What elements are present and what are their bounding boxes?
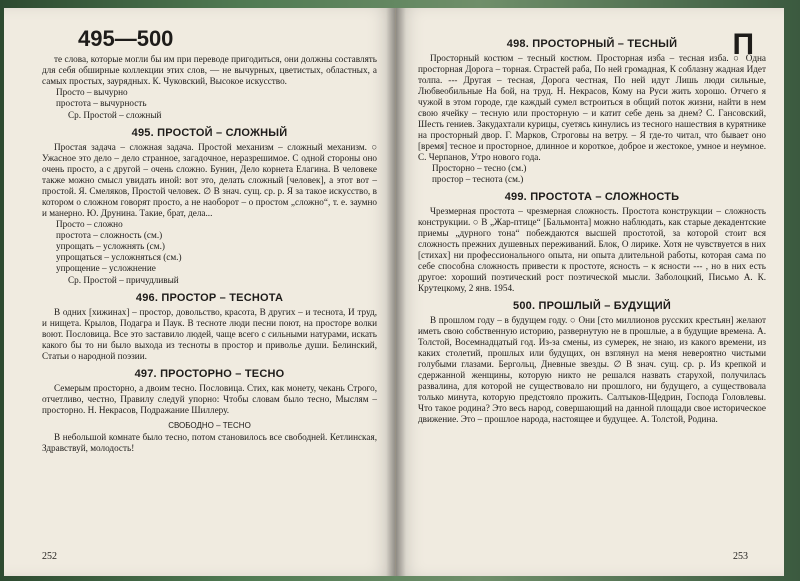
entry-text-498: Просторный костюм – тесный костюм. Просторная изба – тесная изба. ○ Одна просторная Дорога – торная. Страстей раба, По ней громадная, К соблазну жадная Идет толпа. --- Другая – тесная, Дорога честная, По ней идут Лишь люди сильные, Любвеобильные На бой, на труд. Н. Некрасов, Кому на Руси жить хорошо. Отчего я чужой в этом городе, где каждый сумел встроиться в общий поток жизни, найти в нем свою ячейку – тесную или просторную – и катит себе день за днем? С. Гансовский, Шесть гениев. Закудахтали курицы, суетясь кинулись из тесного нашествия в курятнике на просторный двор. Г. Марков, Строговы на ветру. – Я где-то читал, что бывает оно [время] тесное и просторное, длинное и короткое, доброе и жестокое, умное и неумное. С. Черпанов, Утро нового года. [418, 53, 766, 162]
section-letter-header: П [732, 28, 754, 61]
entry-range-header: 495—500 [78, 26, 174, 51]
derivative-line: простор – теснота (см.) [432, 174, 524, 184]
derivative-line: Просторно – тесно (см.) [432, 163, 527, 173]
entry-text-500: В прошлом году – в будущем году. ○ Они [сто миллионов русских крестьян] желают иметь свою собственную историю, развернутую не в прошлые, а в будущие времена. А. Толстой, Восемнадцатый год. Из-за смены, из сумерек, не знаю, из какого времени, из каких столетий, прошлых или будущих, он взглянул на меня невероятно чистыми голубыми глазами. Бергольц, Дневные звезды. ∅ В знач. сущ. ср. р. Из крепкой и сдержанной женщины, которую никто не решался назвать старухой, получилась развалина, для которой не существовало ни прошлого, ни будущего, а существовала только минута, которую предстояло прожить. Салтыков-Щедрин, Господа Головлевы. Что такое родина? Это весь народ, совершающий на данной площади свое историческое движение. Это – прошлое народа, настоящее и будущее. А. Толстой, Родина. [418, 315, 766, 424]
intro-pair-line: Просто – вычурно [56, 87, 128, 97]
entry-title-499: 499. ПРОСТОТА – СЛОЖНОСТЬ [504, 191, 680, 203]
entry-title-500: 500. ПРОШЛЫЙ – БУДУЩИЙ [513, 300, 671, 312]
subentry-title: СВОБОДНО – ТЕСНО [168, 421, 251, 430]
entry-title-498: 498. ПРОСТОРНЫЙ – ТЕСНЫЙ [506, 38, 678, 50]
right-page [396, 8, 784, 576]
derivative-line: упрощение – усложнение [56, 263, 156, 273]
entry-text-495: Простая задача – сложная задача. Простой механизм – сложный механизм. ○ Ужасное это дело – дело странное, загадочное, неразрешимое. С одной стороны оно очень просто, а с другой – очень сложно. Бунин, Дело корнета Елагина. В человеке также можно смысл увидать иной: вот это, делать сложный [человек], а этот вот – простой. Я. Смеляков, Простой человек. ∅ В знач. сущ. ср. р. Я за такое искусство, в котором о сложном говорят просто, а не наоборот – о простом „сложно“, т. е. заумно и манерно. Ю. Друнина. Такие, брат, дела... [42, 142, 377, 218]
derivative-line: простота – сложность (см.) [56, 230, 163, 240]
entry-text-497: Семерым просторно, а двоим тесно. Пословица. Стих, как монету, чекань Строго, отчетливо, честно, Правилу следуй упорно: Чтобы словам было тесно, Мыслям – просторно. Н. Некрасов, Подражание Шиллеру. [42, 383, 377, 415]
intro-pair-line: простота – вычурность [56, 98, 147, 108]
intro-paragraph: те слова, которые могли бы им при переводе пригодиться, они должны составлять для себя обширные коллекции этих слов, — не вычурных, цветистых, областных, а самых простых, заурядных. К. Чуковский, Высокое искусство. [42, 54, 377, 86]
left-page [4, 8, 396, 576]
entry-text-499: Чрезмерная простота – чрезмерная сложность. Простота конструкции – сложность конструкции. ○ В „Жар-птице“ [Бальмонта] можно наблюдать, как старые декадентские приемы „дурного тона“ побеждаются высшей простотой, за которой стоит вся сложность прежних душевных переживаний. Блок, О лирике. Хотя не чувствуется в них [стихах] ни профессионального опыта, ни опыта длительной работы, которая сама по себе способна сложность привести к простоте, ясность – к ясности --- , но в них есть другое: хороший поэтический рост поэтической мысли. Заболоцкий, Письмо А. К. Крутецкому, 2 янв. 1954. [418, 206, 766, 293]
page-number-right: 253 [733, 551, 748, 562]
entry-title-495: 495. ПРОСТОЙ – СЛОЖНЫЙ [131, 127, 288, 139]
page-number-left: 252 [42, 551, 57, 562]
cross-reference: Ср. Простой – причудливый [68, 275, 179, 285]
entry-text-496: В одних [хижинах] – простор, довольство, красота, В других – и теснота, И труд, и нищета. Крылов, Подагра и Паук. В тесноте люди песни поют, на просторе волки воют. Пословица. Все это заставило людей, чаще всего с сильными натурами, искать какого бы то ни было выхода из тесноты в простор и приволье души. Белинский, Статьи о народной поэзии. [42, 307, 377, 361]
derivative-line: упрощаться – усложняться (см.) [56, 252, 182, 262]
cross-reference: Ср. Простой – сложный [68, 110, 162, 120]
derivative-line: упрощать – усложнять (см.) [56, 241, 165, 251]
entry-title-497: 497. ПРОСТОРНО – ТЕСНО [134, 368, 285, 380]
subentry-text: В небольшой комнате было тесно, потом становилось все свободней. Кетлинская, Здравствуй, молодость! [42, 432, 377, 453]
derivative-line: Просто – сложно [56, 219, 123, 229]
entry-title-496: 496. ПРОСТОР – ТЕСНОТА [135, 292, 284, 304]
